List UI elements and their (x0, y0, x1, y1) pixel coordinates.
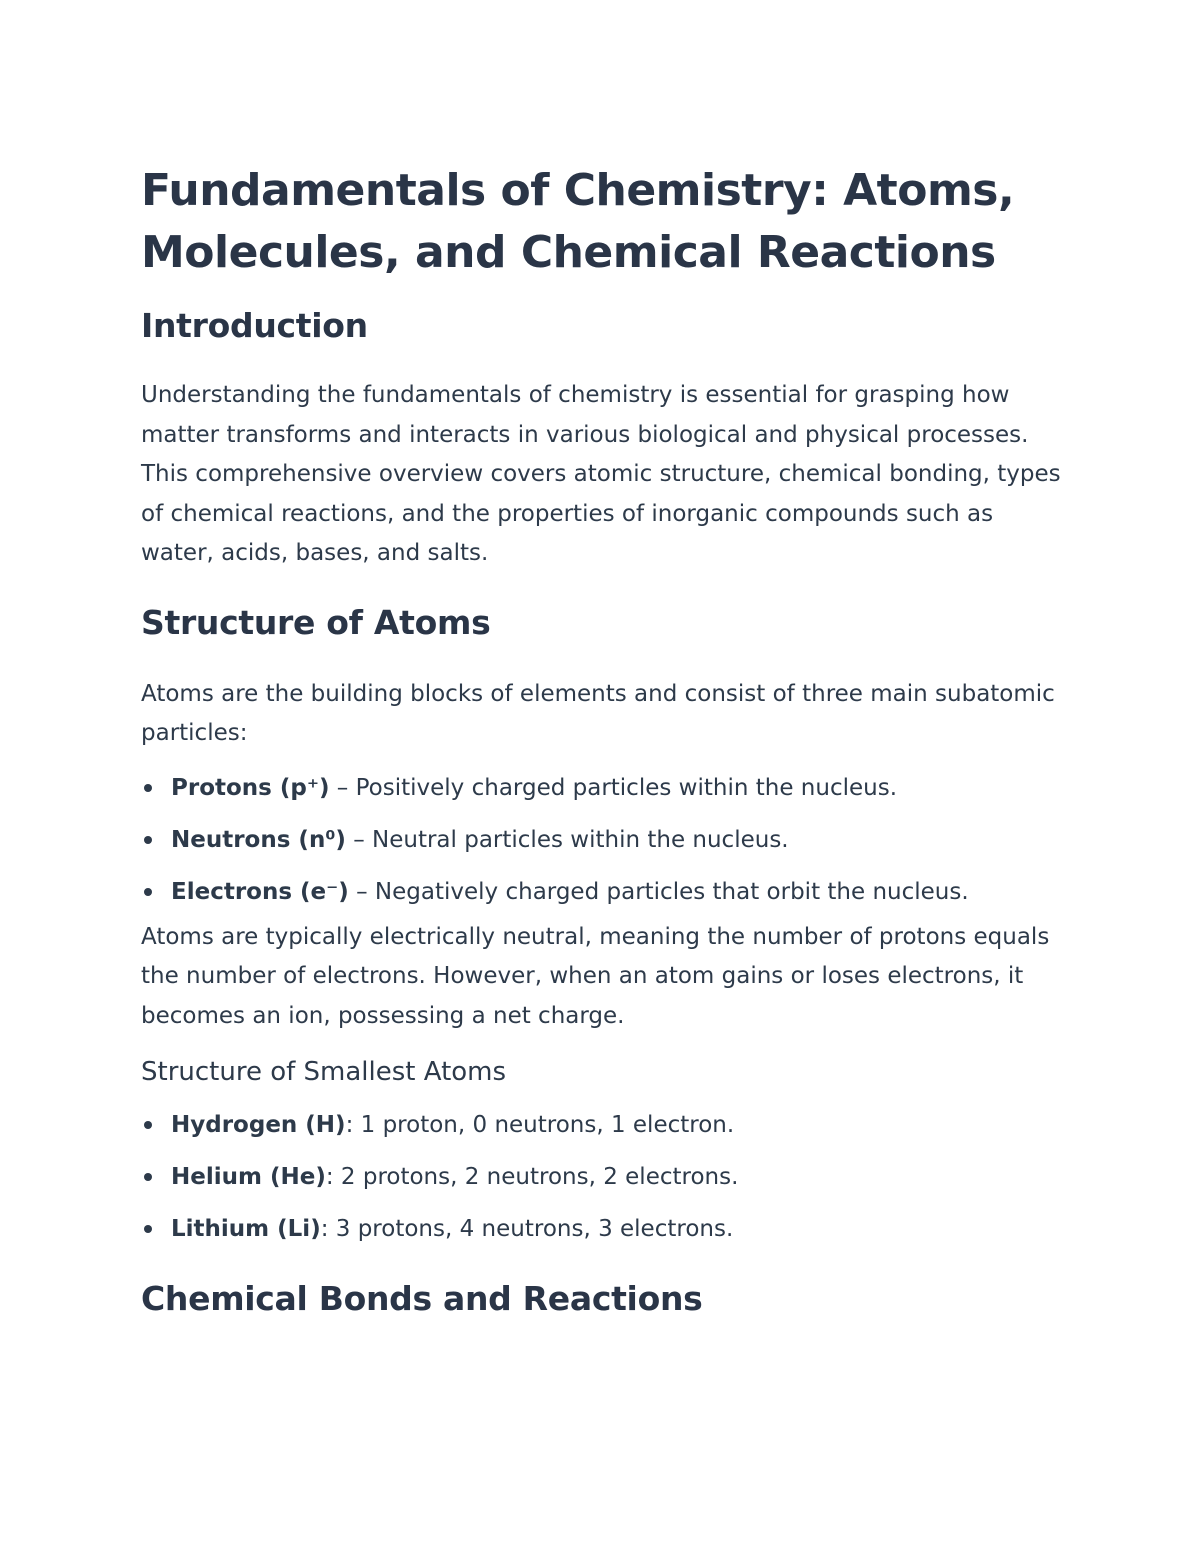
smallest-atoms-list (141, 1099, 1071, 1255)
bullet-icon (144, 784, 152, 792)
list-item-hydrogen (141, 1099, 1071, 1151)
desc-protons: – Positively charged particles within the nucleus. (329, 774, 898, 801)
paragraph-introduction: Understanding the fundamentals of chemistry is essential for grasping how matter transforms and interacts in various biological and physical processes. This comprehensive overview covers atomic structure, chemical bonding, types of chemical reactions, and the properties of inorganic compounds such as water, acids, bases, and salts. (141, 382, 1061, 566)
term-lithium: Lithium (Li) (171, 1216, 321, 1242)
bullet-icon (144, 1173, 152, 1181)
heading-introduction: Introduction (141, 306, 368, 345)
paragraph-neutrality: Atoms are typically electrically neutral, meaning the number of protons equals the number of electrons. However, when an atom gains or loses electrons, it becomes an ion, possessing a net charge. (141, 923, 1050, 1029)
desc-lithium: : 3 protons, 4 neutrons, 3 electrons. (320, 1216, 734, 1242)
heading-smallest-atoms: Structure of Smallest Atoms (141, 1057, 507, 1087)
desc-helium: : 2 protons, 2 neutrons, 2 electrons. (325, 1164, 739, 1190)
term-electrons: Electrons (e⁻) (171, 878, 349, 905)
heading-structure-of-atoms: Structure of Atoms (141, 602, 491, 642)
heading-chemical-bonds: Chemical Bonds and Reactions (141, 1279, 703, 1318)
document-page (141, 160, 1071, 1321)
desc-electrons: – Negatively charged particles that orbit the nucleus. (348, 878, 969, 905)
bullet-icon (144, 888, 152, 896)
list-item-lithium (141, 1203, 1071, 1255)
bullet-icon (144, 836, 152, 844)
document-title: Fundamentals of Chemistry: Atoms, Molecules, and Chemical Reactions (141, 165, 1015, 278)
list-item-protons (141, 762, 1071, 814)
particles-list (141, 762, 1071, 918)
term-neutrons: Neutrons (n⁰) (171, 826, 346, 853)
term-protons: Protons (p⁺) (171, 774, 330, 801)
desc-hydrogen: : 1 proton, 0 neutrons, 1 electron. (345, 1112, 735, 1138)
term-helium: Helium (He) (171, 1164, 326, 1190)
desc-neutrons: – Neutral particles within the nucleus. (345, 826, 789, 853)
bullet-icon (144, 1121, 152, 1129)
term-hydrogen: Hydrogen (H) (171, 1112, 346, 1138)
list-item-neutrons (141, 814, 1071, 866)
bullet-icon (144, 1225, 152, 1233)
list-item-helium (141, 1151, 1071, 1203)
list-item-electrons (141, 866, 1071, 918)
paragraph-atoms-intro: Atoms are the building blocks of elements and consist of three main subatomic particles: (141, 680, 1055, 746)
